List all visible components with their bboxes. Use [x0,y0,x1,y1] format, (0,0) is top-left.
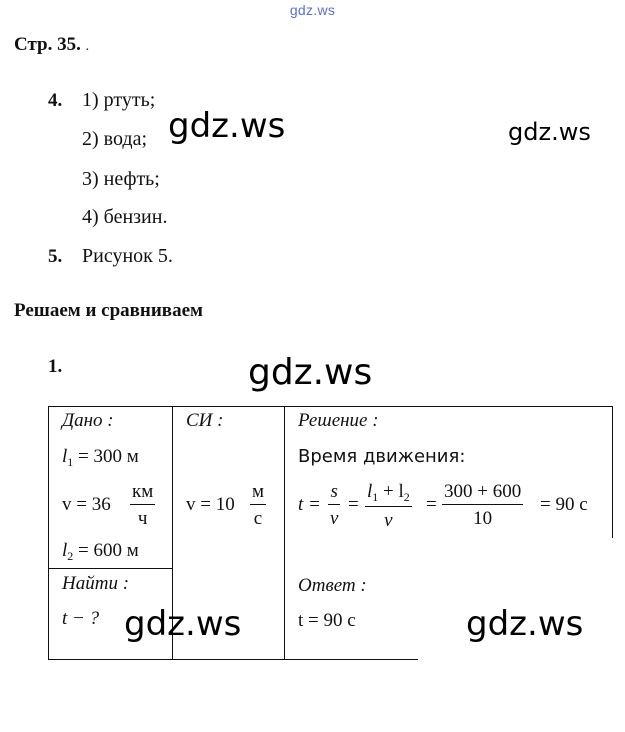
si-label: СИ : [186,410,224,431]
answer-value: t = 90 с [298,610,356,631]
si-v: v = 10 [186,494,235,515]
si-v-unit-fraction [250,482,266,528]
page-title-trail: . [85,39,90,54]
solution-fraction-l1-l2-v: $l_1 + l_2$ v [367,481,410,531]
table-right-border [612,406,613,538]
si-v-unit-num: м [252,481,265,502]
find-value: t − ? [62,608,100,629]
table-divider-2 [284,406,285,660]
watermark-text: gdz.ws [168,106,286,146]
task-5-number: 5. [48,246,63,267]
task-4-item-4: 4) бензин. [82,206,168,228]
answer-label: Ответ : [298,575,367,596]
watermark-text: gdz.ws [466,604,584,644]
watermark-text: gdz.ws [124,604,242,644]
solution-eq-1: = [348,494,359,515]
solution-fraction-s-v: s v [330,481,339,529]
table-top-border [48,406,613,407]
page-title [14,34,89,56]
section-heading: Решаем и сравниваем [14,300,203,321]
given-v-unit-fraction [130,482,155,528]
solution-eq-2: = [426,494,437,515]
given-v-unit-den: ч [137,508,148,529]
task-5-text: Рисунок 5. [82,245,173,267]
table-left-border [48,406,49,660]
watermark-text: gdz.ws [248,352,373,393]
watermark-text: gdz.ws [508,118,591,146]
problem-1-number: 1. [48,356,63,377]
solution-text: Время движения: [298,446,466,467]
given-v: v = 36 [62,494,111,515]
task-4-item-2: 2) вода; [82,128,147,150]
given-v-unit-num: км [132,481,154,502]
table-given-find-divider [48,568,173,569]
find-label: Найти : [62,573,130,594]
si-v-unit-den: с [253,508,263,529]
given-l2: $l_2 = 600$ м [62,540,139,563]
task-4-number: 4. [48,90,63,111]
solution-t-eq: t = [298,494,321,515]
given-l1: $l_1 = 300$ м [62,446,139,469]
solution-fraction-numbers: 300 + 600 10 [444,481,522,529]
solution-label: Решение : [298,410,379,431]
top-watermark: gdz.ws [289,2,336,18]
task-4-item-3: 3) нефть; [82,168,160,190]
solution-result: = 90 с [540,494,588,515]
table-bottom-border [48,659,418,660]
page-title-text: Стр. 35. [14,34,81,55]
given-label: Дано : [62,410,114,431]
task-4-item-1: 1) ртуть; [82,89,156,111]
